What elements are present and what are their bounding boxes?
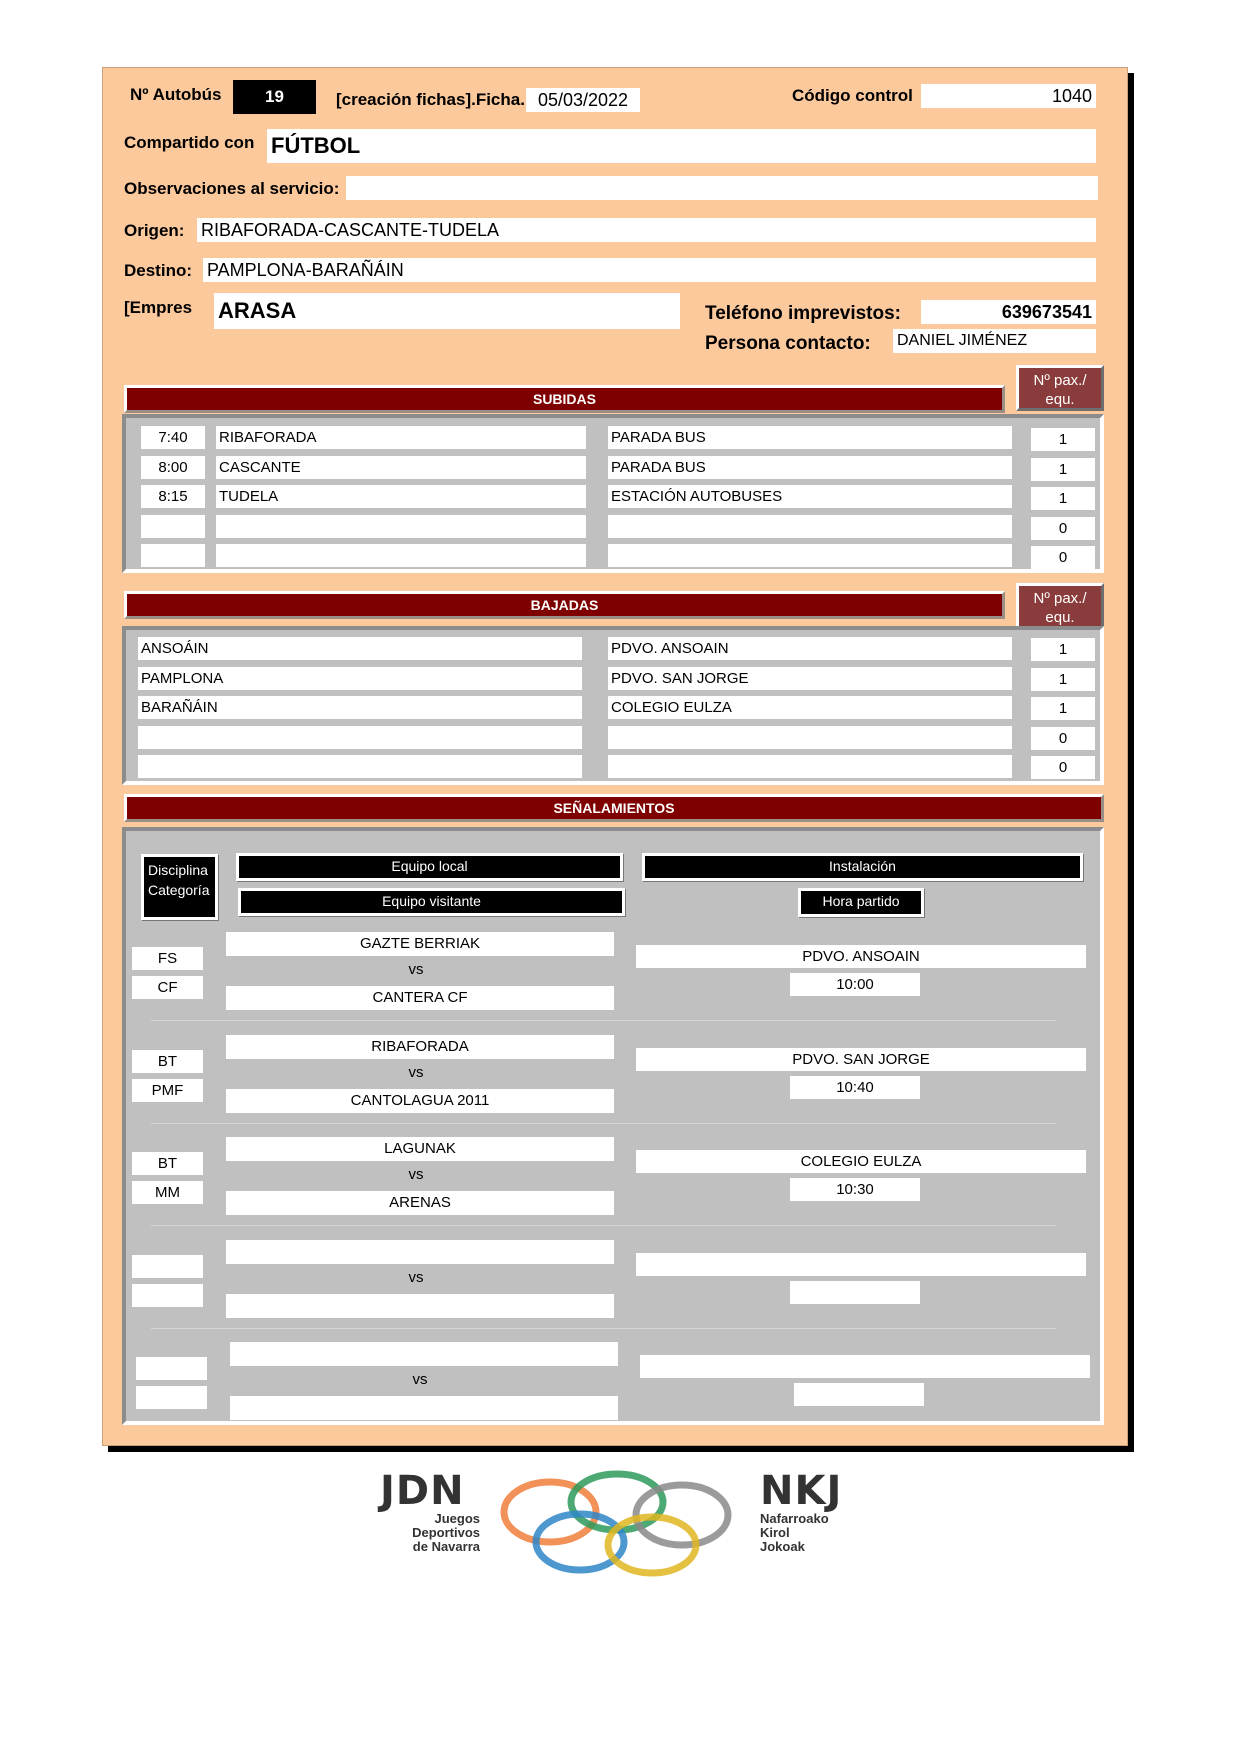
- subida-time-cell[interactable]: 8:15: [141, 485, 205, 508]
- match-time-cell[interactable]: 10:00: [790, 973, 920, 996]
- phone-label: Teléfono imprevistos:: [705, 303, 902, 324]
- destination-label: Destino:: [124, 261, 192, 280]
- local-team-header: Equipo local: [236, 853, 623, 881]
- subida-pax-cell[interactable]: 0: [1031, 546, 1095, 569]
- match-visitor-cell[interactable]: [226, 1294, 614, 1318]
- match-time-cell[interactable]: [794, 1383, 924, 1406]
- subida-time-cell[interactable]: [141, 515, 205, 538]
- company-field[interactable]: ARASA: [214, 293, 680, 329]
- match-separator: [151, 1225, 1056, 1226]
- match-visitor-cell[interactable]: [230, 1396, 618, 1420]
- match-local-cell[interactable]: [230, 1342, 618, 1366]
- match-vs-label: vs: [408, 1268, 424, 1286]
- observations-label: Observaciones al servicio:: [124, 179, 340, 198]
- subida-time-cell[interactable]: 8:00: [141, 456, 205, 479]
- rings-emblem: [492, 1470, 742, 1580]
- discipline-category-header: [141, 854, 218, 920]
- subida-pax-cell[interactable]: 1: [1031, 487, 1095, 510]
- bajada-stop-cell[interactable]: PDVO. ANSOAIN: [608, 637, 1012, 660]
- match-discipline-cell[interactable]: FS: [132, 947, 203, 970]
- bajada-pax-cell[interactable]: 1: [1031, 668, 1095, 691]
- jdn-line-2: Deportivos: [412, 1525, 480, 1540]
- subida-stop-cell[interactable]: PARADA BUS: [608, 456, 1012, 479]
- bajadas-header-bar: BAJADAS: [124, 591, 1005, 619]
- match-category-cell[interactable]: PMF: [132, 1079, 203, 1102]
- subida-time-cell[interactable]: [141, 544, 205, 567]
- subida-pax-cell[interactable]: 1: [1031, 428, 1095, 451]
- bajada-place-cell[interactable]: BARAÑÁIN: [138, 696, 582, 719]
- jdn-wordmark: [380, 1470, 480, 1554]
- nkj-line-3: Jokoak: [760, 1539, 805, 1554]
- phone-field[interactable]: 639673541: [921, 300, 1096, 324]
- origin-field[interactable]: RIBAFORADA-CASCANTE-TUDELA: [197, 218, 1096, 242]
- contact-label: Persona contacto:: [705, 333, 871, 354]
- subida-place-cell[interactable]: [216, 544, 586, 567]
- jdn-line-3: de Navarra: [412, 1539, 480, 1554]
- subida-place-cell[interactable]: TUDELA: [216, 485, 586, 508]
- match-category-cell[interactable]: [136, 1386, 207, 1409]
- subidas-header-bar: SUBIDAS: [124, 385, 1005, 413]
- match-time-cell[interactable]: 10:30: [790, 1178, 920, 1201]
- visitor-team-header: Equipo visitante: [238, 888, 625, 916]
- subidas-panel: [122, 414, 1104, 573]
- destination-field[interactable]: PAMPLONA-BARAÑÁIN: [203, 258, 1096, 282]
- venue-header: Instalación: [642, 853, 1083, 881]
- contact-field[interactable]: DANIEL JIMÉNEZ: [893, 329, 1096, 353]
- match-discipline-cell[interactable]: [132, 1255, 203, 1278]
- match-category-cell[interactable]: CF: [132, 976, 203, 999]
- origin-label: Origen:: [124, 221, 185, 240]
- match-discipline-cell[interactable]: BT: [132, 1152, 203, 1175]
- bajada-place-cell[interactable]: ANSOÁIN: [138, 637, 582, 660]
- bajada-pax-cell[interactable]: 0: [1031, 756, 1095, 779]
- bajada-stop-cell[interactable]: COLEGIO EULZA: [608, 696, 1012, 719]
- match-separator: [151, 1020, 1056, 1021]
- match-local-cell[interactable]: GAZTE BERRIAK: [226, 932, 614, 956]
- bajada-stop-cell[interactable]: PDVO. SAN JORGE: [608, 667, 1012, 690]
- match-venue-cell[interactable]: PDVO. SAN JORGE: [636, 1048, 1086, 1071]
- senalamientos-header-bar: SEÑALAMIENTOS: [124, 794, 1104, 822]
- subida-time-cell[interactable]: 7:40: [141, 426, 205, 449]
- subidas-pax-header: Nº pax./ equ.: [1016, 365, 1104, 411]
- match-discipline-cell[interactable]: [136, 1357, 207, 1380]
- match-visitor-cell[interactable]: CANTOLAGUA 2011: [226, 1089, 614, 1113]
- subida-place-cell[interactable]: CASCANTE: [216, 456, 586, 479]
- subida-pax-cell[interactable]: 1: [1031, 458, 1095, 481]
- shared-with-field[interactable]: FÚTBOL: [267, 129, 1096, 163]
- match-vs-label: vs: [408, 1063, 424, 1081]
- match-visitor-cell[interactable]: CANTERA CF: [226, 986, 614, 1010]
- match-separator: [151, 1123, 1056, 1124]
- bajada-stop-cell[interactable]: [608, 755, 1012, 778]
- bajada-place-cell[interactable]: [138, 726, 582, 749]
- match-visitor-cell[interactable]: ARENAS: [226, 1191, 614, 1215]
- match-vs-label: vs: [412, 1371, 428, 1388]
- match-category-cell[interactable]: [132, 1284, 203, 1307]
- bajada-pax-cell[interactable]: 0: [1031, 727, 1095, 750]
- match-vs-label: vs: [408, 961, 424, 978]
- subida-stop-cell[interactable]: [608, 515, 1012, 538]
- match-category-cell[interactable]: MM: [132, 1181, 203, 1204]
- bajada-pax-cell[interactable]: 1: [1031, 697, 1095, 720]
- match-local-cell[interactable]: RIBAFORADA: [226, 1035, 614, 1059]
- nkj-brand-text: NKJ: [760, 1468, 843, 1514]
- match-venue-cell[interactable]: COLEGIO EULZA: [636, 1150, 1086, 1173]
- bajada-place-cell[interactable]: PAMPLONA: [138, 667, 582, 690]
- company-label: [Empres: [124, 298, 193, 317]
- match-time-header: Hora partido: [798, 888, 924, 917]
- bus-number-field[interactable]: 19: [233, 80, 316, 114]
- match-venue-cell[interactable]: PDVO. ANSOAIN: [636, 945, 1086, 968]
- ring-green: [571, 1474, 663, 1530]
- observations-field[interactable]: [346, 176, 1098, 200]
- jdn-nkj-logo: [380, 1470, 860, 1580]
- match-time-cell[interactable]: [790, 1281, 920, 1304]
- match-time-cell[interactable]: 10:40: [790, 1076, 920, 1099]
- bajadas-panel: [122, 626, 1104, 785]
- senalamientos-panel: [122, 827, 1104, 1425]
- bajadas-pax-header: Nº pax./ equ.: [1016, 583, 1104, 629]
- shared-with-label: Compartido con: [124, 133, 255, 152]
- control-code-label: Código control: [792, 86, 913, 105]
- nkj-line-2: Kirol: [760, 1525, 790, 1540]
- bus-number-label: Nº Autobús: [130, 85, 222, 104]
- match-vs-label: vs: [408, 1166, 424, 1183]
- match-separator: [151, 1328, 1056, 1329]
- subida-place-cell[interactable]: [216, 515, 586, 538]
- nkj-line-1: Nafarroako: [760, 1511, 829, 1526]
- ficha-label: [creación fichas].Ficha.: [336, 90, 525, 109]
- jdn-brand-text: JDN: [380, 1468, 465, 1514]
- subida-stop-cell[interactable]: PARADA BUS: [608, 426, 1012, 449]
- match-venue-cell[interactable]: [640, 1355, 1090, 1378]
- subida-place-cell[interactable]: RIBAFORADA: [216, 426, 586, 449]
- nkj-wordmark: [760, 1470, 860, 1554]
- control-code-field[interactable]: 1040: [921, 84, 1096, 108]
- match-venue-cell[interactable]: [636, 1253, 1086, 1276]
- discipline-category-label: Disciplina Categoría: [148, 862, 210, 898]
- jdn-line-1: Juegos: [434, 1511, 480, 1526]
- match-local-cell[interactable]: [226, 1240, 614, 1264]
- subida-stop-cell[interactable]: ESTACIÓN AUTOBUSES: [608, 485, 1012, 508]
- ficha-date-field[interactable]: 05/03/2022: [526, 88, 640, 112]
- match-local-cell[interactable]: LAGUNAK: [226, 1137, 614, 1161]
- subida-stop-cell[interactable]: [608, 544, 1012, 567]
- match-discipline-cell[interactable]: BT: [132, 1050, 203, 1073]
- bajada-place-cell[interactable]: [138, 755, 582, 778]
- subida-pax-cell[interactable]: 0: [1031, 517, 1095, 540]
- bajada-stop-cell[interactable]: [608, 726, 1012, 749]
- bajada-pax-cell[interactable]: 1: [1031, 638, 1095, 661]
